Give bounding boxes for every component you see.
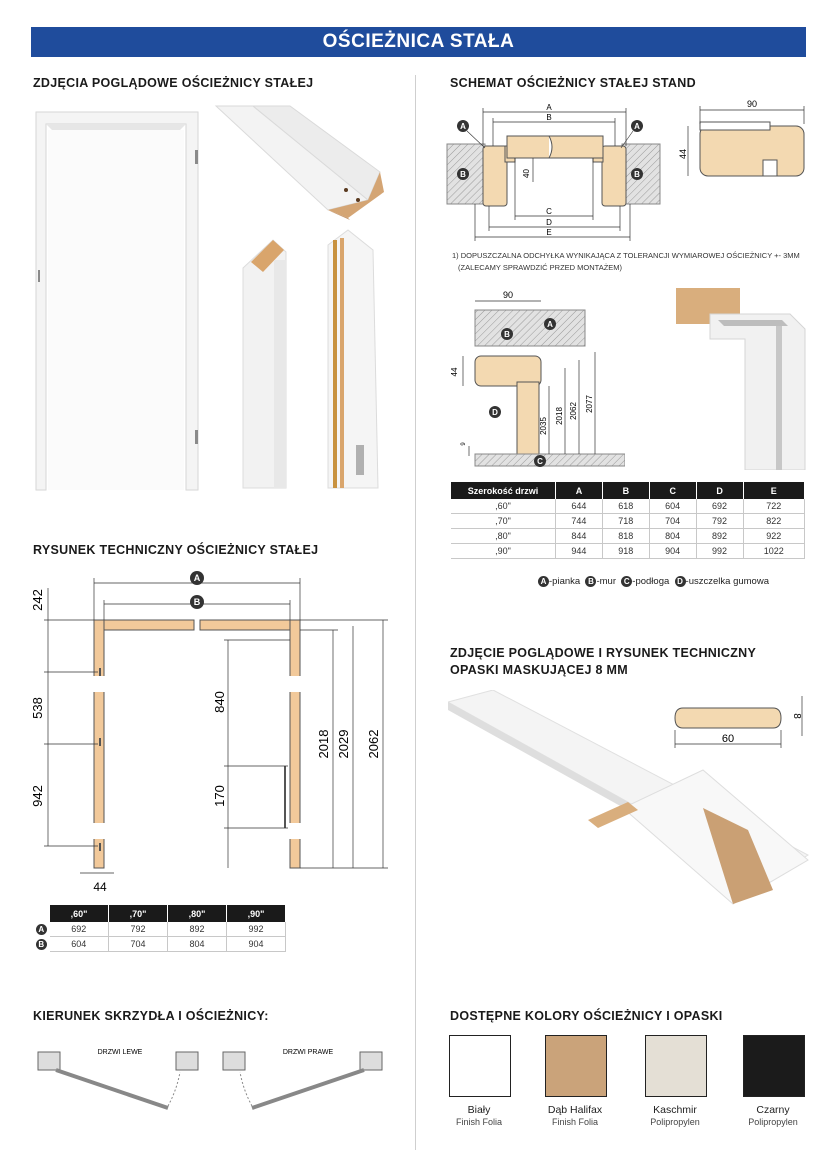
section-heading-photos: ZDJĘCIA POGLĄDOWE OŚCIEŻNICY STAŁEJ <box>33 76 314 90</box>
callout-a-section <box>544 318 556 330</box>
dimensions-table <box>451 482 805 559</box>
dim-b-badge <box>190 595 204 609</box>
color-swatch-oak <box>545 1035 607 1097</box>
color-swatch-white <box>449 1035 511 1097</box>
cell: 804 <box>649 529 696 544</box>
dim-2029: 2029 <box>336 729 351 759</box>
ab-table <box>33 905 286 952</box>
tolerance-note-line2: (ZALECAMY SPRAWDZIĆ PRZED MONTAŻEM) <box>458 263 623 272</box>
dim-242: 242 <box>30 589 45 611</box>
cell: 604 <box>649 499 696 514</box>
cell: 744 <box>556 514 603 529</box>
cell: 904 <box>649 544 696 559</box>
color-sub: Finish Folia <box>455 1117 502 1127</box>
svg-text:B: B <box>504 330 510 339</box>
legend-item-d: D -uszczelka gumowa <box>675 576 769 587</box>
table-row <box>451 499 805 514</box>
schema-label-e: E <box>546 228 552 237</box>
section-2018: 2018 <box>555 407 564 425</box>
frame-3d-corner <box>670 284 810 470</box>
schema-label-a: A <box>546 103 552 112</box>
tolerance-note-line1: 1) DOPUSZCZALNA ODCHYŁKA WYNIKAJĄCA Z TOLERANCJI WYMIAROWEJ OŚCIEŻNICY +- 3MM <box>452 251 800 260</box>
page-title: OŚCIEŻNICA STAŁA <box>31 27 806 57</box>
ab-header: ,70" <box>109 905 168 922</box>
dim-header: E <box>743 482 805 499</box>
trim-height: 8 <box>791 713 802 719</box>
section-2062: 2062 <box>569 402 578 420</box>
svg-text:B: B <box>634 170 640 179</box>
frame-front-photo <box>36 112 198 490</box>
door-left-label: DRZWI LEWE <box>97 1049 143 1056</box>
schema-label-c: C <box>546 207 552 216</box>
callout-b-left <box>457 168 469 180</box>
cell: ,90" <box>451 544 556 559</box>
section-heading-direction: KIERUNEK SKRZYDŁA I OŚCIEŻNICY: <box>33 1009 269 1023</box>
section-heading-trim: ZDJĘCIE POGLĄDOWE I RYSUNEK TECHNICZNY OPASKI MASKUJĄCEJ 8 MM <box>450 646 756 677</box>
swatch-oak <box>545 1035 607 1097</box>
callout-c-section <box>534 455 546 467</box>
section-width: 90 <box>502 290 514 300</box>
cell: 704 <box>649 514 696 529</box>
profile-width: 90 <box>746 99 758 109</box>
section-2077: 2077 <box>585 395 594 413</box>
section-height: 44 <box>450 367 459 377</box>
cell: 618 <box>602 499 649 514</box>
section-heading-schema: SCHEMAT OŚCIEŻNICY STAŁEJ STAND <box>450 76 696 90</box>
svg-text:A: A <box>547 320 553 329</box>
tolerance-note <box>452 250 812 274</box>
color-name: Biały <box>467 1104 491 1116</box>
cell: ,80" <box>451 529 556 544</box>
swatch-black <box>743 1035 805 1097</box>
table-row <box>451 514 805 529</box>
dim-a-badge <box>190 571 204 585</box>
callout-b-section <box>501 328 513 340</box>
svg-text:D: D <box>492 408 498 417</box>
dim-2018: 2018 <box>316 729 331 759</box>
dim-2062: 2062 <box>366 729 381 759</box>
color-name: Kaschmir <box>653 1104 697 1116</box>
cell: 992 <box>696 544 743 559</box>
swatch-kaschmir <box>645 1035 707 1097</box>
cell: 818 <box>602 529 649 544</box>
ab-table-header <box>33 905 286 922</box>
color-swatch-black <box>743 1035 805 1097</box>
ab-header: ,80" <box>168 905 227 922</box>
cell: ,60" <box>451 499 556 514</box>
jamb-profile-photo <box>243 240 286 488</box>
svg-text:A: A <box>193 573 201 583</box>
jamb-profile-photo-2 <box>328 230 378 488</box>
door-left-diagram <box>38 1049 198 1108</box>
svg-text:B: B <box>460 170 466 179</box>
cell: 944 <box>556 544 603 559</box>
table-row: B 604 704 804 904 <box>33 937 286 952</box>
technical-drawing <box>28 568 398 898</box>
legend-item-b: B -mur <box>585 576 616 587</box>
svg-text:B: B <box>193 597 201 607</box>
dim-header: A <box>556 482 603 499</box>
dimensions-table-header <box>451 482 805 499</box>
table-row <box>451 529 805 544</box>
cell: 1022 <box>743 544 805 559</box>
profile-height: 44 <box>678 148 688 160</box>
door-right-diagram <box>223 1049 382 1108</box>
svg-text:A: A <box>460 122 466 131</box>
color-sub: Finish Folia <box>551 1117 598 1127</box>
schema-plan-drawing <box>445 96 815 246</box>
color-name: Dąb Halifax <box>547 1104 603 1116</box>
swatch-white <box>449 1035 511 1097</box>
callout-d-section <box>489 406 501 418</box>
schema-label-d: D <box>546 218 552 227</box>
callout-b-right <box>631 168 643 180</box>
cell: 918 <box>602 544 649 559</box>
cell: 892 <box>696 529 743 544</box>
door-direction-drawing <box>28 1040 408 1120</box>
dim-538: 538 <box>30 697 45 719</box>
cell: 922 <box>743 529 805 544</box>
section-2035: 2035 <box>539 417 548 435</box>
section-heading-drawing: RYSUNEK TECHNICZNY OŚCIEŻNICY STAŁEJ <box>33 543 319 557</box>
color-name: Czarny <box>756 1104 790 1116</box>
dim-840: 840 <box>212 691 227 713</box>
cell: 722 <box>743 499 805 514</box>
svg-text:C: C <box>537 457 543 466</box>
frame-corner-photo <box>216 106 384 220</box>
frame-profile-section <box>678 99 804 176</box>
dim-header: C <box>649 482 696 499</box>
table-row <box>451 544 805 559</box>
color-swatch-kaschmir <box>645 1035 707 1097</box>
ab-header: ,90" <box>227 905 286 922</box>
color-sub: Polipropylen <box>748 1117 798 1127</box>
trim-profile <box>675 696 802 748</box>
schema-label-b: B <box>546 113 552 122</box>
dim-942: 942 <box>30 785 45 807</box>
dim-header: B <box>602 482 649 499</box>
schema-label-40: 40 <box>522 169 531 178</box>
table-row: A 692 792 892 992 <box>33 922 286 937</box>
dim-header: Szerokość drzwi <box>451 482 556 499</box>
ab-header: ,60" <box>50 905 109 922</box>
color-sub: Polipropylen <box>650 1117 700 1127</box>
dim-44: 44 <box>93 880 107 894</box>
dim-170: 170 <box>212 785 227 807</box>
cell: 692 <box>696 499 743 514</box>
frame-photos <box>28 100 408 492</box>
cell: 844 <box>556 529 603 544</box>
cell: ,70" <box>451 514 556 529</box>
legend <box>538 576 769 587</box>
door-right-label: DRZWI PRAWE <box>282 1049 334 1056</box>
svg-text:A: A <box>634 122 640 131</box>
section-heading-colors: DOSTĘPNE KOLORY OŚCIEŻNICY I OPASKI <box>450 1009 723 1023</box>
section-gap: 9 <box>461 442 467 446</box>
legend-item-c: C -podłoga <box>621 576 669 587</box>
cell: 644 <box>556 499 603 514</box>
trim-width: 60 <box>721 733 735 745</box>
legend-item-a: A -pianka <box>538 576 580 587</box>
cell: 792 <box>696 514 743 529</box>
dim-header: D <box>696 482 743 499</box>
schema-vertical-section <box>445 286 625 471</box>
column-divider <box>415 75 416 1150</box>
cell: 718 <box>602 514 649 529</box>
cell: 822 <box>743 514 805 529</box>
trim-drawing <box>448 690 813 915</box>
